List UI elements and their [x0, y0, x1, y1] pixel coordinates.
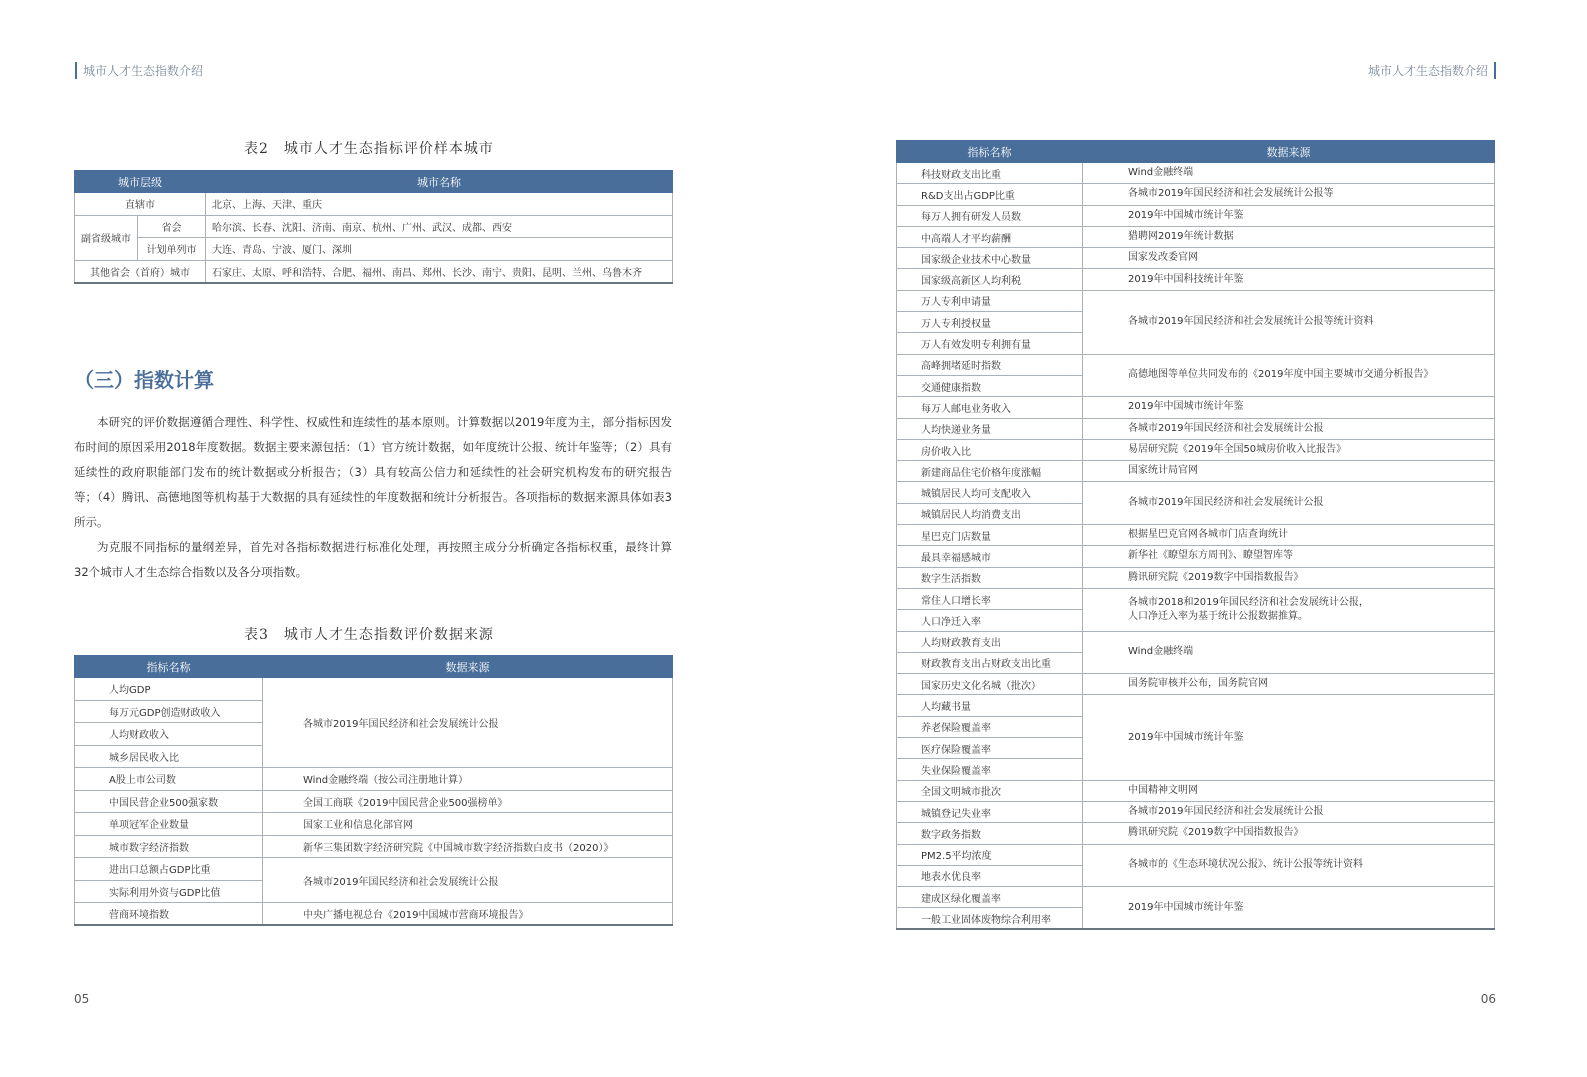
table-row	[75, 678, 673, 701]
indicator-cell: 城市数字经济指数	[75, 835, 263, 858]
indicator-cell: 城镇居民人均消费支出	[897, 503, 1083, 524]
body-text	[74, 410, 672, 585]
tier-cell: 直辖市	[75, 193, 206, 216]
indicator-cell: 高峰拥堵延时指数	[897, 354, 1083, 375]
indicator-cell: 进出口总额占GDP比重	[75, 858, 263, 881]
table-row	[75, 835, 673, 858]
source-line: 人口净迁入率为基于统计公报数据推算。	[1128, 610, 1308, 622]
source-cell: 各城市2019年国民经济和社会发展统计公报等统计资料	[1083, 290, 1495, 354]
indicator-cell: A股上市公司数	[75, 768, 263, 791]
indicator-cell: 数字政务指数	[897, 823, 1083, 844]
header-indicator: 指标名称	[75, 656, 263, 678]
source-cell: 高德地图等单位共同发布的《2019年度中国主要城市交通分析报告》	[1083, 354, 1495, 397]
table-row	[75, 903, 673, 926]
table-row	[897, 461, 1495, 482]
table-row	[75, 193, 673, 216]
header-source: 数据来源	[263, 656, 673, 678]
table-row	[897, 887, 1495, 908]
source-cell	[1083, 588, 1495, 631]
indicator-cell: 新建商品住宅价格年度涨幅	[897, 461, 1083, 482]
table-row	[897, 184, 1495, 205]
source-cell: 腾讯研究院《2019数字中国指数报告》	[1083, 823, 1495, 844]
indicator-cell: 地表水优良率	[897, 865, 1083, 886]
running-head-right: 城市人才生态指数介绍	[1368, 62, 1496, 79]
indicator-cell: 常住人口增长率	[897, 588, 1083, 609]
indicator-cell: 最具幸福感城市	[897, 546, 1083, 567]
source-cell: 2019年中国城市统计年鉴	[1083, 695, 1495, 780]
page-number-right: 06	[1480, 992, 1496, 1006]
indicator-cell: 国家级企业技术中心数量	[897, 248, 1083, 269]
indicator-cell: 一般工业固体废物综合利用率	[897, 908, 1083, 929]
source-cell: 各城市2019年国民经济和社会发展统计公报	[263, 858, 673, 903]
table-row	[75, 768, 673, 791]
source-cell: 根据星巴克官网各城市门店查询统计	[1083, 525, 1495, 546]
indicator-cell: 人均GDP	[75, 678, 263, 701]
cities-cell: 石家庄、太原、呼和浩特、合肥、福州、南昌、郑州、长沙、南宁、贵阳、昆明、兰州、乌鲁木齐	[206, 260, 673, 283]
source-line: 各城市2018和2019年国民经济和社会发展统计公报，	[1128, 596, 1369, 608]
tier-cell: 其他省会（首府）城市	[75, 260, 206, 283]
header-indicator: 指标名称	[897, 141, 1083, 163]
source-cell: 各城市2019年国民经济和社会发展统计公报	[1083, 482, 1495, 525]
indicator-cell: 万人专利申请量	[897, 290, 1083, 311]
indicator-cell: 财政教育支出占财政支出比重	[897, 652, 1083, 673]
header-tier: 城市层级	[75, 171, 206, 193]
source-cell: 各城市2019年国民经济和社会发展统计公报等	[1083, 184, 1495, 205]
table-row	[897, 439, 1495, 460]
table-row	[75, 858, 673, 881]
indicator-cell: 每万人拥有研发人员数	[897, 205, 1083, 226]
indicator-cell: 城镇居民人均可支配收入	[897, 482, 1083, 503]
table2-caption: 表2 城市人才生态指标评价样本城市	[244, 141, 494, 157]
table3-caption: 表3 城市人才生态指数评价数据来源	[244, 627, 494, 643]
source-cell: 各城市的《生态环境状况公报》、统计公报等统计资料	[1083, 844, 1495, 887]
indicator-cell: 建成区绿化覆盖率	[897, 887, 1083, 908]
source-cell: 2019年中国科技统计年鉴	[1083, 269, 1495, 290]
table-row	[897, 248, 1495, 269]
table-row	[897, 674, 1495, 695]
table-row	[897, 205, 1495, 226]
indicator-cell: 星巴克门店数量	[897, 525, 1083, 546]
source-cell: 国家工业和信息化部官网	[263, 813, 673, 836]
indicator-cell: 失业保险覆盖率	[897, 759, 1083, 780]
source-cell: 各城市2019年国民经济和社会发展统计公报	[263, 678, 673, 768]
source-cell: 2019年中国城市统计年鉴	[1083, 397, 1495, 418]
indicator-cell: PM2.5平均浓度	[897, 844, 1083, 865]
source-cell: 全国工商联《2019中国民营企业500强榜单》	[263, 790, 673, 813]
source-cell: Wind金融终端	[1083, 631, 1495, 674]
indicator-cell: 单项冠军企业数量	[75, 813, 263, 836]
indicator-cell: 每万元GDP创造财政收入	[75, 700, 263, 723]
header-source: 数据来源	[1083, 141, 1495, 163]
source-cell: 国家统计局官网	[1083, 461, 1495, 482]
indicator-cell: 每万人邮电业务收入	[897, 397, 1083, 418]
indicator-cell: 医疗保险覆盖率	[897, 738, 1083, 759]
source-cell: Wind金融终端	[1083, 163, 1495, 184]
table-row	[897, 163, 1495, 184]
source-cell: 新华三集团数字经济研究院《中国城市数字经济指数白皮书（2020）》	[263, 835, 673, 858]
table-header-row	[75, 171, 673, 193]
header-cities: 城市名称	[206, 171, 673, 193]
table-row	[897, 546, 1495, 567]
paragraph: 为克服不同指标的量纲差异，首先对各指标数据进行标准化处理，再按照主成分分析确定各指标权重，最终计算32个城市人才生态综合指数以及各分项指数。	[74, 540, 672, 579]
table-header-row	[75, 656, 673, 678]
indicator-cell: 城镇登记失业率	[897, 801, 1083, 822]
table-row	[897, 354, 1495, 375]
indicator-cell: 人均财政教育支出	[897, 631, 1083, 652]
table-row	[897, 588, 1495, 609]
indicator-cell: 营商环境指数	[75, 903, 263, 926]
indicator-cell: 中国民营企业500强家数	[75, 790, 263, 813]
source-cell: 中国精神文明网	[1083, 780, 1495, 801]
table-row	[897, 695, 1495, 716]
table-row	[897, 226, 1495, 247]
table-row	[75, 790, 673, 813]
indicator-cell: 人均财政收入	[75, 723, 263, 746]
indicator-cell: 万人专利授权量	[897, 312, 1083, 333]
indicator-cell: 人均快递业务量	[897, 418, 1083, 439]
page-number-left: 05	[74, 992, 90, 1006]
subtier-cell: 省会	[138, 215, 206, 238]
table-row	[897, 525, 1495, 546]
source-cell: 易居研究院《2019年全国50城房价收入比报告》	[1083, 439, 1495, 460]
table-row	[897, 269, 1495, 290]
table3	[74, 655, 673, 926]
table-row	[897, 631, 1495, 652]
indicator-cell: 万人有效发明专利拥有量	[897, 333, 1083, 354]
indicator-cell: 数字生活指数	[897, 567, 1083, 588]
section-title: （三）指数计算	[74, 368, 214, 392]
source-cell: 腾讯研究院《2019数字中国指数报告》	[1083, 567, 1495, 588]
table-row	[897, 780, 1495, 801]
cities-cell: 北京、上海、天津、重庆	[206, 193, 673, 216]
source-cell: Wind金融终端（按公司注册地计算）	[263, 768, 673, 791]
indicator-cell: 交通健康指数	[897, 375, 1083, 396]
cities-cell: 哈尔滨、长春、沈阳、济南、南京、杭州、广州、武汉、成都、西安	[206, 215, 673, 238]
indicator-cell: 全国文明城市批次	[897, 780, 1083, 801]
table3-continued	[896, 140, 1495, 930]
indicator-cell: 城乡居民收入比	[75, 745, 263, 768]
table-row	[897, 801, 1495, 822]
table-row	[897, 844, 1495, 865]
indicator-cell: 国家历史文化名城（批次）	[897, 674, 1083, 695]
table2	[74, 170, 673, 284]
indicator-cell: 中高端人才平均薪酬	[897, 226, 1083, 247]
table-row	[897, 418, 1495, 439]
source-cell: 猎聘网2019年统计数据	[1083, 226, 1495, 247]
table-header-row	[897, 141, 1495, 163]
indicator-cell: 养老保险覆盖率	[897, 716, 1083, 737]
table-row	[75, 260, 673, 283]
indicator-cell: 房价收入比	[897, 439, 1083, 460]
indicator-cell: R&D支出占GDP比重	[897, 184, 1083, 205]
table-row	[897, 567, 1495, 588]
source-cell: 国务院审核并公布，国务院官网	[1083, 674, 1495, 695]
table-row	[75, 238, 673, 261]
source-cell: 中央广播电视总台《2019中国城市营商环境报告》	[263, 903, 673, 926]
indicator-cell: 实际利用外资与GDP比值	[75, 880, 263, 903]
indicator-cell: 国家级高新区人均利税	[897, 269, 1083, 290]
source-cell: 国家发改委官网	[1083, 248, 1495, 269]
tier-cell: 副省级城市	[75, 215, 138, 260]
paragraph: 本研究的评价数据遵循合理性、科学性、权威性和连续性的基本原则。计算数据以2019年度为主，部分指标因发布时间的原因采用2018年度数据。数据主要来源包括：（1）官方统计数据，如年度统计公报、统计年鉴等；（2）具有延续性的政府职能部门发布的统计数据或分析报告；（3）具有较高公信力和延续性的社会研究机构发布的研究报告等；（4）腾讯、高德地图等机构基于大数据的具有延续性的年度数据和统计分析报告。各项指标的数据来源具体如表3所示。	[74, 415, 672, 529]
table-row	[897, 823, 1495, 844]
subtier-cell: 计划单列市	[138, 238, 206, 261]
source-cell: 新华社《瞭望东方周刊》、瞭望智库等	[1083, 546, 1495, 567]
running-head-left: 城市人才生态指数介绍	[75, 62, 203, 79]
table-row	[897, 397, 1495, 418]
source-cell: 各城市2019年国民经济和社会发展统计公报	[1083, 418, 1495, 439]
table-row	[75, 215, 673, 238]
indicator-cell: 人口净迁入率	[897, 610, 1083, 631]
source-cell: 2019年中国城市统计年鉴	[1083, 887, 1495, 930]
cities-cell: 大连、青岛、宁波、厦门、深圳	[206, 238, 673, 261]
table-row	[897, 290, 1495, 311]
indicator-cell: 科技财政支出比重	[897, 163, 1083, 184]
table-row	[897, 482, 1495, 503]
table-row	[75, 813, 673, 836]
source-cell: 各城市2019年国民经济和社会发展统计公报	[1083, 801, 1495, 822]
source-cell: 2019年中国城市统计年鉴	[1083, 205, 1495, 226]
indicator-cell: 人均藏书量	[897, 695, 1083, 716]
